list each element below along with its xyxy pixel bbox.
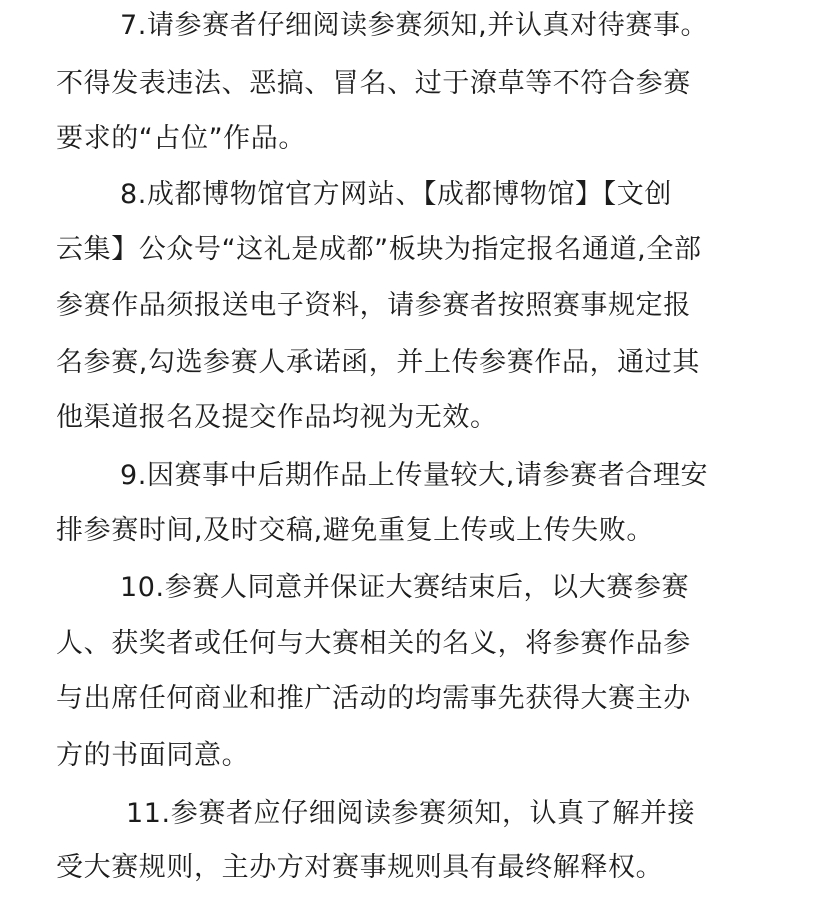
rule-item-8-line-2: 云集】公众号“这礼是成都”板块为指定报名通道,全部 [56,234,702,265]
rule-item-11-line-2: 受大赛规则，主办方对赛事规则具有最终解释权。 [56,852,664,883]
rule-item-7-line-2: 不得发表违法、恶搞、冒名、过于潦草等不符合参赛 [56,68,691,99]
rule-item-10-line-3: 与出席任何商业和推广活动的均需事先获得大赛主办 [56,683,691,714]
rule-item-9-line-1: 9.因赛事中后期作品上传量较大,请参赛者合理安 [120,460,709,491]
rule-item-10-line-4: 方的书面同意。 [56,740,250,771]
rule-item-10-line-1: 10.参赛人同意并保证大赛结束后，以大赛参赛 [120,572,690,603]
rule-item-8-line-5: 他渠道报名及提交作品均视为无效。 [56,402,498,433]
rule-item-8-line-1: 8.成都博物馆官方网站、【成都博物馆】【文创 [120,179,672,210]
rule-item-11-line-1: 11.参赛者应仔细阅读参赛须知，认真了解并接 [126,798,696,829]
rule-item-8-line-3: 参赛作品须报送电子资料，请参赛者按照赛事规定报 [56,290,691,321]
rule-item-8-line-4: 名参赛,勾选参赛人承诺函，并上传参赛作品，通过其 [56,347,700,378]
rule-item-9-line-2: 排参赛时间,及时交稿,避免重复上传或上传失败。 [56,515,654,546]
rule-item-10-line-2: 人、获奖者或任何与大赛相关的名义，将参赛作品参 [56,628,691,659]
rule-item-7-line-1: 7.请参赛者仔细阅读参赛须知,并认真对待赛事。 [120,10,709,41]
rule-item-7-line-3: 要求的“占位”作品。 [56,123,306,154]
